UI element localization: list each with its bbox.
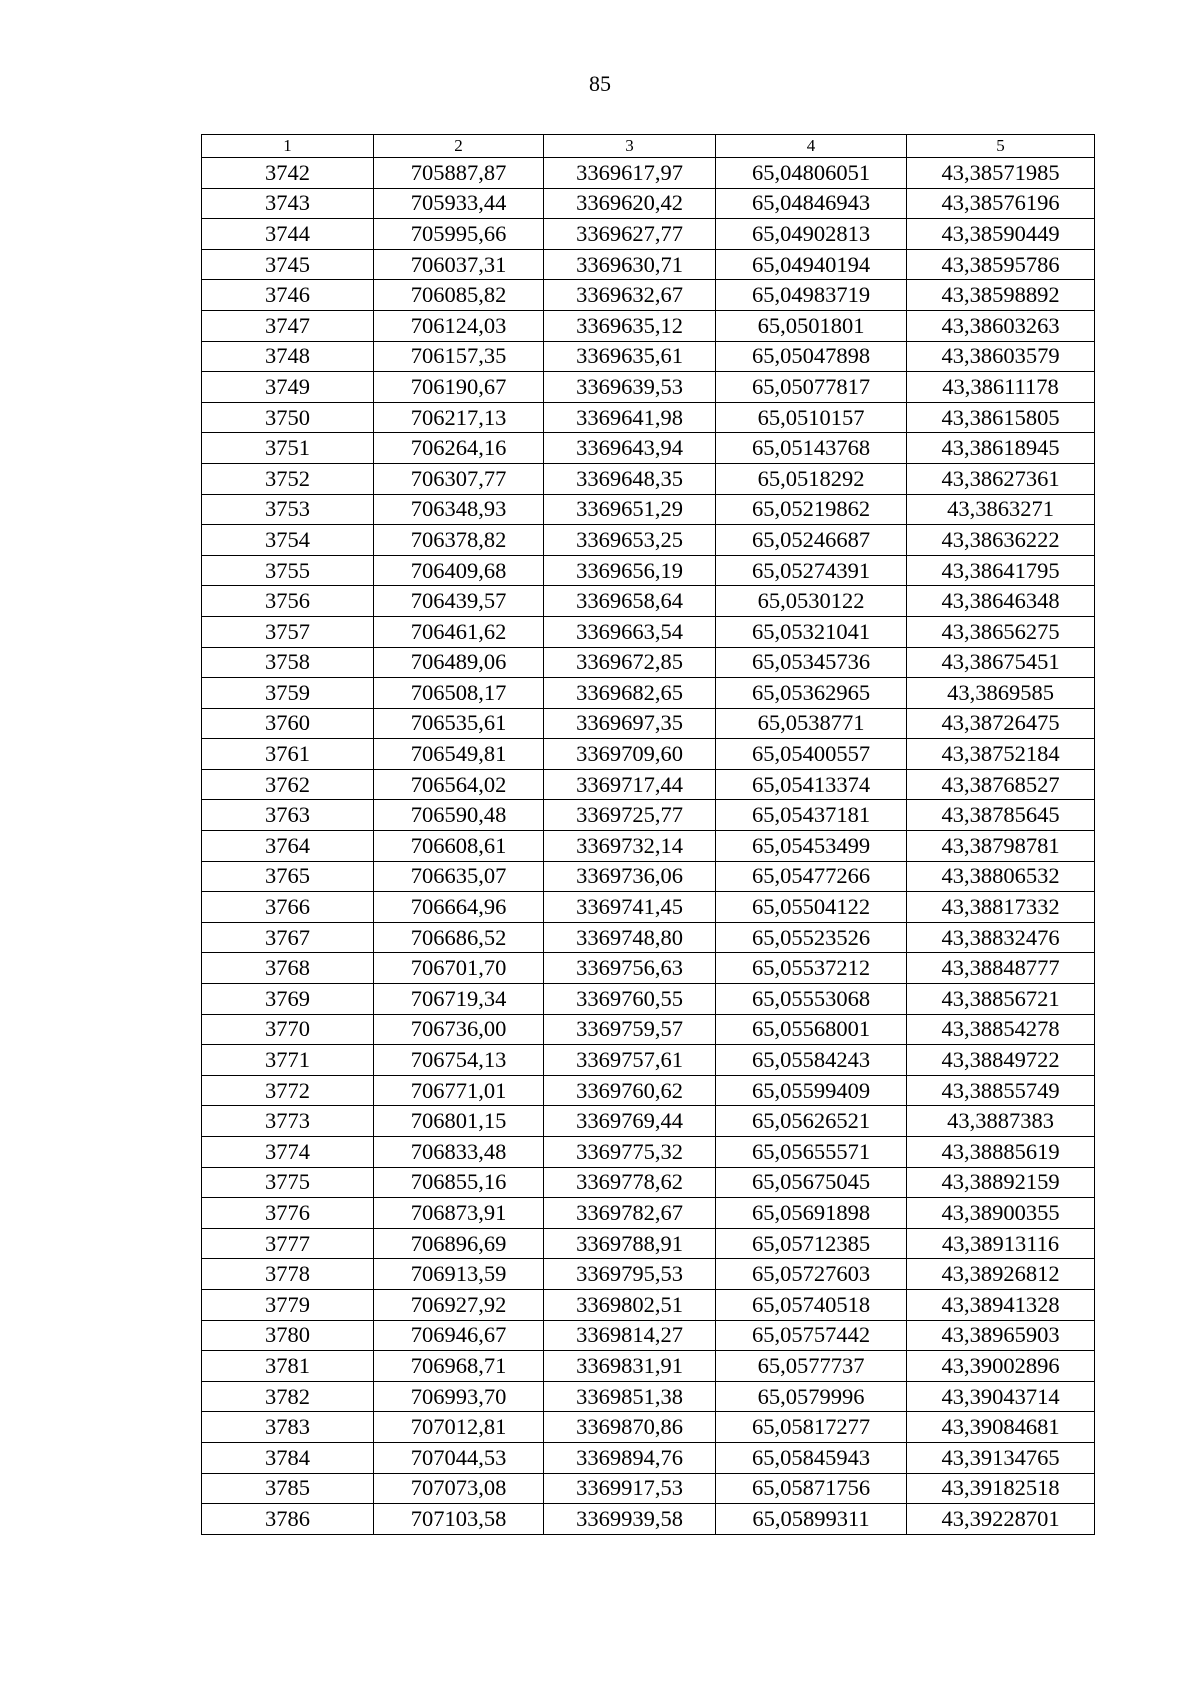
x-coordinate-cell: 706590,48 <box>374 800 544 831</box>
point-number-cell: 3782 <box>202 1381 374 1412</box>
table-row <box>202 769 1095 800</box>
table-row <box>202 616 1095 647</box>
latitude-cell: 43,38615805 <box>907 402 1095 433</box>
latitude-cell: 43,38926812 <box>907 1259 1095 1290</box>
x-coordinate-cell: 706157,35 <box>374 341 544 372</box>
x-coordinate-cell: 705887,87 <box>374 158 544 189</box>
x-coordinate-cell: 706409,68 <box>374 555 544 586</box>
x-coordinate-cell: 706754,13 <box>374 1045 544 1076</box>
longitude-cell: 65,04806051 <box>716 158 907 189</box>
point-number-cell: 3756 <box>202 586 374 617</box>
x-coordinate-cell: 706801,15 <box>374 1106 544 1137</box>
point-number-cell: 3766 <box>202 892 374 923</box>
x-coordinate-cell: 706217,13 <box>374 402 544 433</box>
x-coordinate-cell: 706085,82 <box>374 280 544 311</box>
latitude-cell: 43,38603263 <box>907 310 1095 341</box>
x-coordinate-cell: 707073,08 <box>374 1473 544 1504</box>
x-coordinate-cell: 706701,70 <box>374 953 544 984</box>
table-row <box>202 280 1095 311</box>
column-header-3: 3 <box>544 135 716 158</box>
longitude-cell: 65,05437181 <box>716 800 907 831</box>
table-row <box>202 1381 1095 1412</box>
table-row <box>202 1320 1095 1351</box>
longitude-cell: 65,05523526 <box>716 922 907 953</box>
table-row <box>202 1504 1095 1535</box>
table-row <box>202 678 1095 709</box>
y-coordinate-cell: 3369697,35 <box>544 708 716 739</box>
latitude-cell: 43,38785645 <box>907 800 1095 831</box>
point-number-cell: 3768 <box>202 953 374 984</box>
latitude-cell: 43,3869585 <box>907 678 1095 709</box>
table-row <box>202 1106 1095 1137</box>
x-coordinate-cell: 706124,03 <box>374 310 544 341</box>
point-number-cell: 3745 <box>202 249 374 280</box>
point-number-cell: 3776 <box>202 1198 374 1229</box>
table-row <box>202 249 1095 280</box>
latitude-cell: 43,38900355 <box>907 1198 1095 1229</box>
longitude-cell: 65,05757442 <box>716 1320 907 1351</box>
table-row <box>202 1228 1095 1259</box>
point-number-cell: 3771 <box>202 1045 374 1076</box>
point-number-cell: 3783 <box>202 1412 374 1443</box>
point-number-cell: 3742 <box>202 158 374 189</box>
y-coordinate-cell: 3369641,98 <box>544 402 716 433</box>
point-number-cell: 3759 <box>202 678 374 709</box>
longitude-cell: 65,0579996 <box>716 1381 907 1412</box>
table-row <box>202 1473 1095 1504</box>
longitude-cell: 65,05504122 <box>716 892 907 923</box>
y-coordinate-cell: 3369778,62 <box>544 1167 716 1198</box>
latitude-cell: 43,38817332 <box>907 892 1095 923</box>
point-number-cell: 3770 <box>202 1014 374 1045</box>
x-coordinate-cell: 706896,69 <box>374 1228 544 1259</box>
y-coordinate-cell: 3369870,86 <box>544 1412 716 1443</box>
point-number-cell: 3761 <box>202 739 374 770</box>
latitude-cell: 43,38576196 <box>907 188 1095 219</box>
point-number-cell: 3747 <box>202 310 374 341</box>
latitude-cell: 43,39134765 <box>907 1442 1095 1473</box>
longitude-cell: 65,0538771 <box>716 708 907 739</box>
table-row <box>202 188 1095 219</box>
longitude-cell: 65,05626521 <box>716 1106 907 1137</box>
x-coordinate-cell: 706771,01 <box>374 1075 544 1106</box>
column-header-1: 1 <box>202 135 374 158</box>
longitude-cell: 65,05675045 <box>716 1167 907 1198</box>
x-coordinate-cell: 706833,48 <box>374 1137 544 1168</box>
y-coordinate-cell: 3369653,25 <box>544 525 716 556</box>
latitude-cell: 43,38798781 <box>907 831 1095 862</box>
y-coordinate-cell: 3369748,80 <box>544 922 716 953</box>
latitude-cell: 43,39084681 <box>907 1412 1095 1443</box>
table-row <box>202 341 1095 372</box>
table-row <box>202 708 1095 739</box>
table-row <box>202 219 1095 250</box>
y-coordinate-cell: 3369635,61 <box>544 341 716 372</box>
table-row <box>202 158 1095 189</box>
y-coordinate-cell: 3369639,53 <box>544 372 716 403</box>
longitude-cell: 65,0530122 <box>716 586 907 617</box>
point-number-cell: 3775 <box>202 1167 374 1198</box>
y-coordinate-cell: 3369757,61 <box>544 1045 716 1076</box>
x-coordinate-cell: 705933,44 <box>374 188 544 219</box>
point-number-cell: 3755 <box>202 555 374 586</box>
longitude-cell: 65,0518292 <box>716 463 907 494</box>
table-row <box>202 433 1095 464</box>
table-row <box>202 1137 1095 1168</box>
x-coordinate-cell: 706348,93 <box>374 494 544 525</box>
table-row <box>202 953 1095 984</box>
x-coordinate-cell: 706508,17 <box>374 678 544 709</box>
x-coordinate-cell: 707103,58 <box>374 1504 544 1535</box>
x-coordinate-cell: 706968,71 <box>374 1351 544 1382</box>
latitude-cell: 43,39182518 <box>907 1473 1095 1504</box>
latitude-cell: 43,38726475 <box>907 708 1095 739</box>
table-row <box>202 1198 1095 1229</box>
table-row <box>202 984 1095 1015</box>
y-coordinate-cell: 3369814,27 <box>544 1320 716 1351</box>
x-coordinate-cell: 706913,59 <box>374 1259 544 1290</box>
table-row <box>202 831 1095 862</box>
table-row <box>202 1442 1095 1473</box>
point-number-cell: 3758 <box>202 647 374 678</box>
point-number-cell: 3777 <box>202 1228 374 1259</box>
y-coordinate-cell: 3369756,63 <box>544 953 716 984</box>
longitude-cell: 65,05727603 <box>716 1259 907 1290</box>
y-coordinate-cell: 3369917,53 <box>544 1473 716 1504</box>
x-coordinate-cell: 707012,81 <box>374 1412 544 1443</box>
x-coordinate-cell: 706927,92 <box>374 1289 544 1320</box>
x-coordinate-cell: 706307,77 <box>374 463 544 494</box>
coordinates-table <box>201 134 1095 1535</box>
longitude-cell: 65,05143768 <box>716 433 907 464</box>
longitude-cell: 65,04940194 <box>716 249 907 280</box>
latitude-cell: 43,38595786 <box>907 249 1095 280</box>
y-coordinate-cell: 3369760,62 <box>544 1075 716 1106</box>
x-coordinate-cell: 706873,91 <box>374 1198 544 1229</box>
longitude-cell: 65,05553068 <box>716 984 907 1015</box>
latitude-cell: 43,39228701 <box>907 1504 1095 1535</box>
longitude-cell: 65,04902813 <box>716 219 907 250</box>
x-coordinate-cell: 706549,81 <box>374 739 544 770</box>
longitude-cell: 65,0510157 <box>716 402 907 433</box>
longitude-cell: 65,05899311 <box>716 1504 907 1535</box>
y-coordinate-cell: 3369725,77 <box>544 800 716 831</box>
latitude-cell: 43,38627361 <box>907 463 1095 494</box>
x-coordinate-cell: 706489,06 <box>374 647 544 678</box>
y-coordinate-cell: 3369635,12 <box>544 310 716 341</box>
y-coordinate-cell: 3369632,67 <box>544 280 716 311</box>
table-row <box>202 1259 1095 1290</box>
point-number-cell: 3784 <box>202 1442 374 1473</box>
y-coordinate-cell: 3369682,65 <box>544 678 716 709</box>
y-coordinate-cell: 3369769,44 <box>544 1106 716 1137</box>
y-coordinate-cell: 3369651,29 <box>544 494 716 525</box>
x-coordinate-cell: 706037,31 <box>374 249 544 280</box>
table-body <box>202 158 1095 1535</box>
point-number-cell: 3781 <box>202 1351 374 1382</box>
longitude-cell: 65,04846943 <box>716 188 907 219</box>
y-coordinate-cell: 3369672,85 <box>544 647 716 678</box>
longitude-cell: 65,05400557 <box>716 739 907 770</box>
table-row <box>202 922 1095 953</box>
latitude-cell: 43,38856721 <box>907 984 1095 1015</box>
table-row <box>202 586 1095 617</box>
y-coordinate-cell: 3369617,97 <box>544 158 716 189</box>
table-row <box>202 1014 1095 1045</box>
point-number-cell: 3754 <box>202 525 374 556</box>
y-coordinate-cell: 3369831,91 <box>544 1351 716 1382</box>
longitude-cell: 65,05655571 <box>716 1137 907 1168</box>
y-coordinate-cell: 3369795,53 <box>544 1259 716 1290</box>
y-coordinate-cell: 3369717,44 <box>544 769 716 800</box>
table-row <box>202 1412 1095 1443</box>
longitude-cell: 65,0501801 <box>716 310 907 341</box>
table-row <box>202 1351 1095 1382</box>
latitude-cell: 43,38913116 <box>907 1228 1095 1259</box>
x-coordinate-cell: 706608,61 <box>374 831 544 862</box>
y-coordinate-cell: 3369663,54 <box>544 616 716 647</box>
table-row <box>202 1167 1095 1198</box>
latitude-cell: 43,38618945 <box>907 433 1095 464</box>
column-header-4: 4 <box>716 135 907 158</box>
table-row <box>202 402 1095 433</box>
x-coordinate-cell: 706564,02 <box>374 769 544 800</box>
y-coordinate-cell: 3369939,58 <box>544 1504 716 1535</box>
page-number: 85 <box>589 71 611 96</box>
point-number-cell: 3780 <box>202 1320 374 1351</box>
longitude-cell: 65,05712385 <box>716 1228 907 1259</box>
latitude-cell: 43,38590449 <box>907 219 1095 250</box>
point-number-cell: 3743 <box>202 188 374 219</box>
table-row <box>202 555 1095 586</box>
latitude-cell: 43,3863271 <box>907 494 1095 525</box>
point-number-cell: 3765 <box>202 861 374 892</box>
latitude-cell: 43,38965903 <box>907 1320 1095 1351</box>
latitude-cell: 43,39002896 <box>907 1351 1095 1382</box>
latitude-cell: 43,38848777 <box>907 953 1095 984</box>
point-number-cell: 3774 <box>202 1137 374 1168</box>
point-number-cell: 3773 <box>202 1106 374 1137</box>
point-number-cell: 3753 <box>202 494 374 525</box>
longitude-cell: 65,0577737 <box>716 1351 907 1382</box>
y-coordinate-cell: 3369851,38 <box>544 1381 716 1412</box>
longitude-cell: 65,04983719 <box>716 280 907 311</box>
longitude-cell: 65,05599409 <box>716 1075 907 1106</box>
longitude-cell: 65,05845943 <box>716 1442 907 1473</box>
point-number-cell: 3760 <box>202 708 374 739</box>
latitude-cell: 43,38675451 <box>907 647 1095 678</box>
y-coordinate-cell: 3369620,42 <box>544 188 716 219</box>
table-row <box>202 310 1095 341</box>
y-coordinate-cell: 3369627,77 <box>544 219 716 250</box>
longitude-cell: 65,05817277 <box>716 1412 907 1443</box>
longitude-cell: 65,05477266 <box>716 861 907 892</box>
point-number-cell: 3749 <box>202 372 374 403</box>
point-number-cell: 3746 <box>202 280 374 311</box>
latitude-cell: 43,38941328 <box>907 1289 1095 1320</box>
latitude-cell: 43,38892159 <box>907 1167 1095 1198</box>
table-row <box>202 861 1095 892</box>
point-number-cell: 3764 <box>202 831 374 862</box>
x-coordinate-cell: 706993,70 <box>374 1381 544 1412</box>
longitude-cell: 65,05740518 <box>716 1289 907 1320</box>
table-row <box>202 1289 1095 1320</box>
y-coordinate-cell: 3369630,71 <box>544 249 716 280</box>
header-row <box>202 135 1095 158</box>
y-coordinate-cell: 3369656,19 <box>544 555 716 586</box>
y-coordinate-cell: 3369648,35 <box>544 463 716 494</box>
table-row <box>202 463 1095 494</box>
point-number-cell: 3772 <box>202 1075 374 1106</box>
longitude-cell: 65,05219862 <box>716 494 907 525</box>
longitude-cell: 65,05274391 <box>716 555 907 586</box>
y-coordinate-cell: 3369782,67 <box>544 1198 716 1229</box>
x-coordinate-cell: 706461,62 <box>374 616 544 647</box>
table-row <box>202 647 1095 678</box>
longitude-cell: 65,05537212 <box>716 953 907 984</box>
latitude-cell: 43,38806532 <box>907 861 1095 892</box>
longitude-cell: 65,05345736 <box>716 647 907 678</box>
point-number-cell: 3748 <box>202 341 374 372</box>
longitude-cell: 65,05413374 <box>716 769 907 800</box>
column-header-2: 2 <box>374 135 544 158</box>
y-coordinate-cell: 3369658,64 <box>544 586 716 617</box>
point-number-cell: 3757 <box>202 616 374 647</box>
point-number-cell: 3778 <box>202 1259 374 1290</box>
y-coordinate-cell: 3369788,91 <box>544 1228 716 1259</box>
y-coordinate-cell: 3369643,94 <box>544 433 716 464</box>
y-coordinate-cell: 3369775,32 <box>544 1137 716 1168</box>
point-number-cell: 3750 <box>202 402 374 433</box>
y-coordinate-cell: 3369894,76 <box>544 1442 716 1473</box>
x-coordinate-cell: 705995,66 <box>374 219 544 250</box>
point-number-cell: 3779 <box>202 1289 374 1320</box>
longitude-cell: 65,05568001 <box>716 1014 907 1045</box>
longitude-cell: 65,05453499 <box>716 831 907 862</box>
y-coordinate-cell: 3369732,14 <box>544 831 716 862</box>
latitude-cell: 43,38571985 <box>907 158 1095 189</box>
point-number-cell: 3785 <box>202 1473 374 1504</box>
x-coordinate-cell: 706439,57 <box>374 586 544 617</box>
latitude-cell: 43,38603579 <box>907 341 1095 372</box>
y-coordinate-cell: 3369741,45 <box>544 892 716 923</box>
longitude-cell: 65,05871756 <box>716 1473 907 1504</box>
x-coordinate-cell: 706686,52 <box>374 922 544 953</box>
point-number-cell: 3763 <box>202 800 374 831</box>
latitude-cell: 43,38598892 <box>907 280 1095 311</box>
y-coordinate-cell: 3369802,51 <box>544 1289 716 1320</box>
y-coordinate-cell: 3369760,55 <box>544 984 716 1015</box>
latitude-cell: 43,3887383 <box>907 1106 1095 1137</box>
longitude-cell: 65,05047898 <box>716 341 907 372</box>
latitude-cell: 43,38854278 <box>907 1014 1095 1045</box>
latitude-cell: 43,38849722 <box>907 1045 1095 1076</box>
point-number-cell: 3752 <box>202 463 374 494</box>
latitude-cell: 43,38611178 <box>907 372 1095 403</box>
latitude-cell: 43,38636222 <box>907 525 1095 556</box>
latitude-cell: 43,39043714 <box>907 1381 1095 1412</box>
x-coordinate-cell: 706736,00 <box>374 1014 544 1045</box>
table-row <box>202 372 1095 403</box>
x-coordinate-cell: 706378,82 <box>374 525 544 556</box>
latitude-cell: 43,38855749 <box>907 1075 1095 1106</box>
x-coordinate-cell: 706664,96 <box>374 892 544 923</box>
table-row <box>202 800 1095 831</box>
x-coordinate-cell: 707044,53 <box>374 1442 544 1473</box>
point-number-cell: 3762 <box>202 769 374 800</box>
table-row <box>202 525 1095 556</box>
table-row <box>202 739 1095 770</box>
x-coordinate-cell: 706946,67 <box>374 1320 544 1351</box>
latitude-cell: 43,38885619 <box>907 1137 1095 1168</box>
longitude-cell: 65,05321041 <box>716 616 907 647</box>
latitude-cell: 43,38768527 <box>907 769 1095 800</box>
y-coordinate-cell: 3369759,57 <box>544 1014 716 1045</box>
longitude-cell: 65,05246687 <box>716 525 907 556</box>
point-number-cell: 3751 <box>202 433 374 464</box>
table-row <box>202 1075 1095 1106</box>
point-number-cell: 3769 <box>202 984 374 1015</box>
latitude-cell: 43,38656275 <box>907 616 1095 647</box>
longitude-cell: 65,05691898 <box>716 1198 907 1229</box>
x-coordinate-cell: 706535,61 <box>374 708 544 739</box>
x-coordinate-cell: 706719,34 <box>374 984 544 1015</box>
latitude-cell: 43,38646348 <box>907 586 1095 617</box>
x-coordinate-cell: 706635,07 <box>374 861 544 892</box>
table-row <box>202 494 1095 525</box>
table-row <box>202 892 1095 923</box>
column-header-5: 5 <box>907 135 1095 158</box>
table-row <box>202 1045 1095 1076</box>
x-coordinate-cell: 706855,16 <box>374 1167 544 1198</box>
latitude-cell: 43,38752184 <box>907 739 1095 770</box>
point-number-cell: 3744 <box>202 219 374 250</box>
longitude-cell: 65,05077817 <box>716 372 907 403</box>
longitude-cell: 65,05584243 <box>716 1045 907 1076</box>
point-number-cell: 3767 <box>202 922 374 953</box>
point-number-cell: 3786 <box>202 1504 374 1535</box>
longitude-cell: 65,05362965 <box>716 678 907 709</box>
latitude-cell: 43,38641795 <box>907 555 1095 586</box>
latitude-cell: 43,38832476 <box>907 922 1095 953</box>
x-coordinate-cell: 706190,67 <box>374 372 544 403</box>
y-coordinate-cell: 3369736,06 <box>544 861 716 892</box>
y-coordinate-cell: 3369709,60 <box>544 739 716 770</box>
x-coordinate-cell: 706264,16 <box>374 433 544 464</box>
